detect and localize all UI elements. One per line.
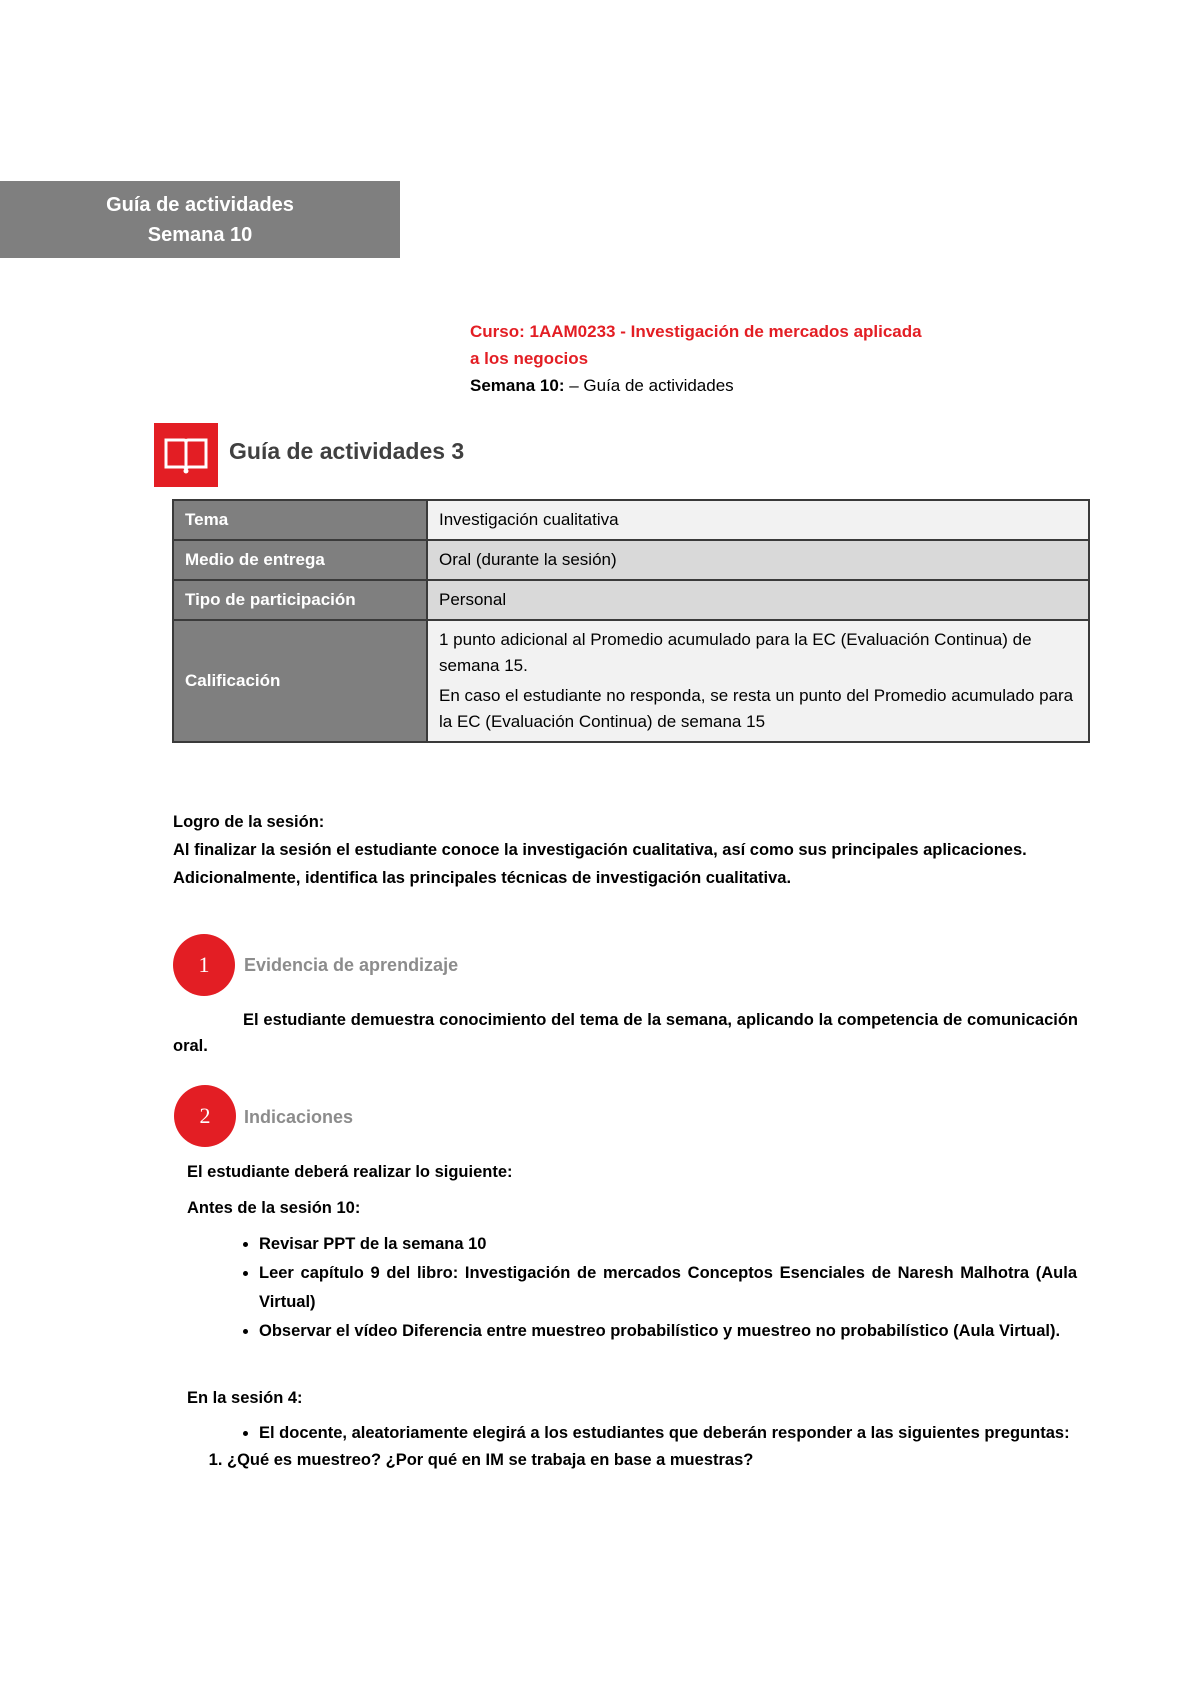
session-goal-heading: Logro de la sesión: xyxy=(173,813,325,831)
table-row xyxy=(173,620,1089,742)
list-item: • El docente, aleatoriamente elegirá a los estudiantes que deberán responder a las siguientes preguntas: xyxy=(259,1420,1077,1446)
guide-title: Guía de actividades 3 xyxy=(229,438,465,464)
session-goal-text: Adicionalmente, identifica las principales técnicas de investigación cualitativa. xyxy=(173,869,792,887)
table-key: Calificación xyxy=(173,620,427,742)
session-goal xyxy=(173,808,1078,892)
grade-paragraph: En caso el estudiante no responda, se resta un punto del Promedio acumulado para la EC (Evaluación Continua) de semana 15 xyxy=(439,686,1074,731)
week-label: Semana 10: xyxy=(470,376,565,395)
evidence-text: El estudiante demuestra conocimiento del tema de la semana, aplicando la competencia de comunicación oral. xyxy=(173,1011,1078,1055)
week-text: – Guía de actividades xyxy=(564,376,734,395)
before-session-heading: Antes de la sesión 10: xyxy=(187,1199,361,1217)
indications-intro: El estudiante deberá realizar lo siguiente: xyxy=(187,1163,513,1181)
session-goal-text: Al finalizar la sesión el estudiante conoce la investigación cualitativa, así como sus principales aplicaciones. xyxy=(173,841,1027,859)
during-session-list xyxy=(187,1420,1077,1446)
section-title: Indicaciones xyxy=(244,1107,354,1127)
during-session-heading: En la sesión 4: xyxy=(187,1389,303,1407)
table-value: Personal xyxy=(427,580,1089,620)
questions-list xyxy=(187,1446,1077,1474)
table-value: Oral (durante la sesión) xyxy=(427,540,1089,580)
table-value: Investigación cualitativa xyxy=(427,500,1089,540)
before-session-list xyxy=(187,1230,1077,1346)
banner-title: Guía de actividades xyxy=(106,193,294,216)
course-title-line1: Curso: 1AAM0233 - Investigación de mercados aplicada xyxy=(470,322,922,341)
open-book-icon xyxy=(154,423,218,487)
table-key: Medio de entrega xyxy=(173,540,427,580)
table-row xyxy=(173,580,1089,620)
list-item: • Leer capítulo 9 del libro: Investigación de mercados Conceptos Esenciales de Naresh Malhotra (Aula Virtual) xyxy=(259,1259,1077,1317)
section-title: Evidencia de aprendizaje xyxy=(244,955,459,975)
section-number-badge: 2 xyxy=(174,1085,236,1147)
course-title-line2: a los negocios xyxy=(470,349,589,368)
grade-paragraph: 1 punto adicional al Promedio acumulado para la EC (Evaluación Continua) de semana 15. xyxy=(439,630,1032,675)
table-key: Tipo de participación xyxy=(173,580,427,620)
list-item: • Revisar PPT de la semana 10 xyxy=(259,1230,1077,1259)
section-number-badge: 1 xyxy=(173,934,235,996)
activity-info-table xyxy=(172,499,1090,743)
week-banner xyxy=(0,181,400,258)
list-item: 1. ¿Qué es muestreo? ¿Por qué en IM se trabaja en base a muestras? xyxy=(227,1446,1077,1474)
course-week xyxy=(470,372,1030,399)
course-header xyxy=(470,318,1030,399)
list-item: • Observar el vídeo Diferencia entre muestreo probabilístico y muestreo no probabilístico (Aula Virtual). xyxy=(259,1317,1077,1346)
table-key: Tema xyxy=(173,500,427,540)
table-value xyxy=(427,620,1089,742)
table-row xyxy=(173,540,1089,580)
banner-week: Semana 10 xyxy=(147,223,253,246)
table-row xyxy=(173,500,1089,540)
indications-block xyxy=(187,1158,1077,1474)
